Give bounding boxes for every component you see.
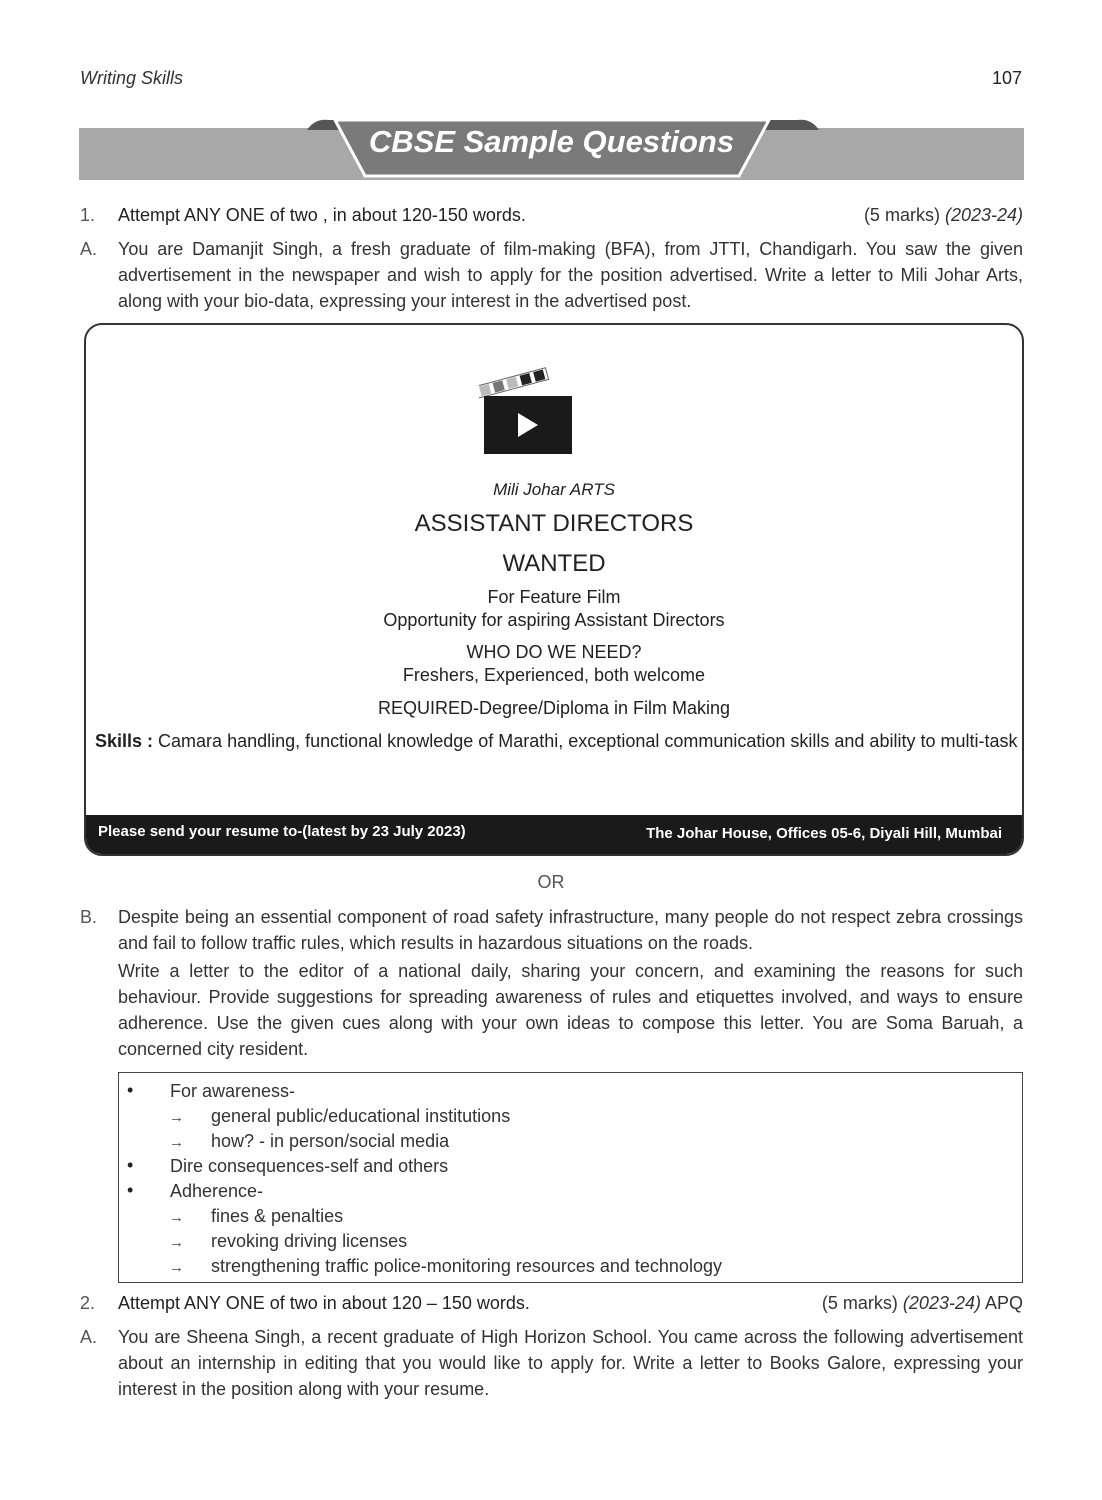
advertisement-box: [84, 323, 1024, 856]
cue-subitem: revoking driving licenses: [211, 1231, 408, 1251]
question-instruction: Attempt ANY ONE of two in about 120 – 150 words.: [118, 1293, 530, 1313]
skills-label: Skills :: [95, 731, 154, 751]
ad-footer-left: Please send your resume to-(latest by 23 July 2023): [98, 823, 466, 840]
option-b-text: Despite being an essential component of road safety infrastructure, many people do not respect zebra crossings and fail to follow traffic rules, which results in hazardous situations on the roads.: [118, 907, 1023, 953]
bullet: •: [127, 1080, 134, 1100]
ad-skills: [95, 731, 1017, 752]
ad-footer: [86, 815, 1022, 854]
question-number: 1.: [80, 205, 96, 225]
option-a-text: You are Sheena Singh, a recent graduate of High Horizon School. You came across the following advertisement about an internship in editing that you would like to apply for. Write a letter to Books Galore, expressing your interest in the position along with your resume.: [118, 1327, 1023, 1399]
banner-title: CBSE Sample Questions: [368, 124, 735, 159]
section-banner: [79, 118, 1024, 180]
option-a-label: A.: [80, 239, 98, 259]
ad-line: Opportunity for aspiring Assistant Directors: [383, 610, 725, 630]
marks-year: (2023-24): [944, 205, 1023, 225]
question-number: 2.: [80, 1293, 96, 1313]
cue-item: Adherence-: [170, 1181, 264, 1201]
ad-subtitle: WANTED: [502, 550, 606, 577]
skills-text: Camara handling, functional knowledge of Marathi, exceptional communication skills and ability to multi-task: [158, 731, 1018, 751]
arrow-icon: →: [169, 1134, 184, 1151]
option-a-label: A.: [80, 1327, 98, 1347]
option-a-text: You are Damanjit Singh, a fresh graduate of film-making (BFA), from JTTI, Chandigarh. You saw the given advertisement in the newspaper and wish to apply for the position advertised. Write a letter to Mili Johar Arts, along with your bio-data, expressing your interest in the advertised post.: [118, 239, 1023, 311]
arrow-icon: →: [169, 1109, 184, 1126]
ad-company: Mili Johar ARTS: [493, 480, 615, 499]
page-number: 107: [991, 68, 1022, 88]
marks-value: (5 marks): [863, 205, 940, 225]
film-clapperboard-icon: [479, 358, 579, 458]
ad-line: For Feature Film: [487, 587, 621, 607]
arrow-icon: →: [169, 1234, 184, 1251]
running-head: Writing Skills: [80, 68, 184, 88]
arrow-icon: →: [169, 1209, 184, 1226]
arrow-icon: →: [169, 1259, 184, 1276]
ad-line: Freshers, Experienced, both welcome: [402, 665, 706, 685]
marks-value: (5 marks): [821, 1293, 898, 1313]
question-marks: [822, 1290, 1023, 1316]
marks-year: (2023-24): [902, 1293, 981, 1313]
ad-footer-right: The Johar House, Offices 05-6, Diyali Hill, Mumbai: [646, 825, 1002, 842]
cue-subitem: general public/educational institutions: [211, 1106, 511, 1126]
cues-box: [118, 1072, 1023, 1283]
cue-subitem: strengthening traffic police-monitoring resources and technology: [211, 1256, 722, 1276]
ad-line: WHO DO WE NEED?: [466, 642, 642, 662]
or-divider: OR: [537, 872, 565, 892]
cue-item: Dire consequences-self and others: [170, 1156, 449, 1176]
bullet: •: [127, 1155, 134, 1175]
marks-tag: APQ: [984, 1293, 1023, 1313]
option-b-instruction: Write a letter to the editor of a national daily, sharing your concern, and examining the reasons for such behaviour. Provide suggestions for spreading awareness of rules and etiquettes involved, and ways to ensure adherence. Use the given cues along with your own ideas to compose this letter. You are Soma Baruah, a concerned city resident.: [118, 961, 1023, 1059]
question-marks: [864, 202, 1023, 228]
ad-title: ASSISTANT DIRECTORS: [414, 510, 694, 537]
cue-subitem: fines & penalties: [211, 1206, 344, 1226]
cue-item: For awareness-: [170, 1081, 296, 1101]
option-b-label: B.: [80, 907, 98, 927]
ad-requirement: REQUIRED-Degree/Diploma in Film Making: [377, 698, 731, 718]
bullet: •: [127, 1180, 134, 1200]
question-instruction: Attempt ANY ONE of two , in about 120-150 words.: [118, 205, 526, 225]
cue-subitem: how? - in person/social media: [211, 1131, 450, 1151]
